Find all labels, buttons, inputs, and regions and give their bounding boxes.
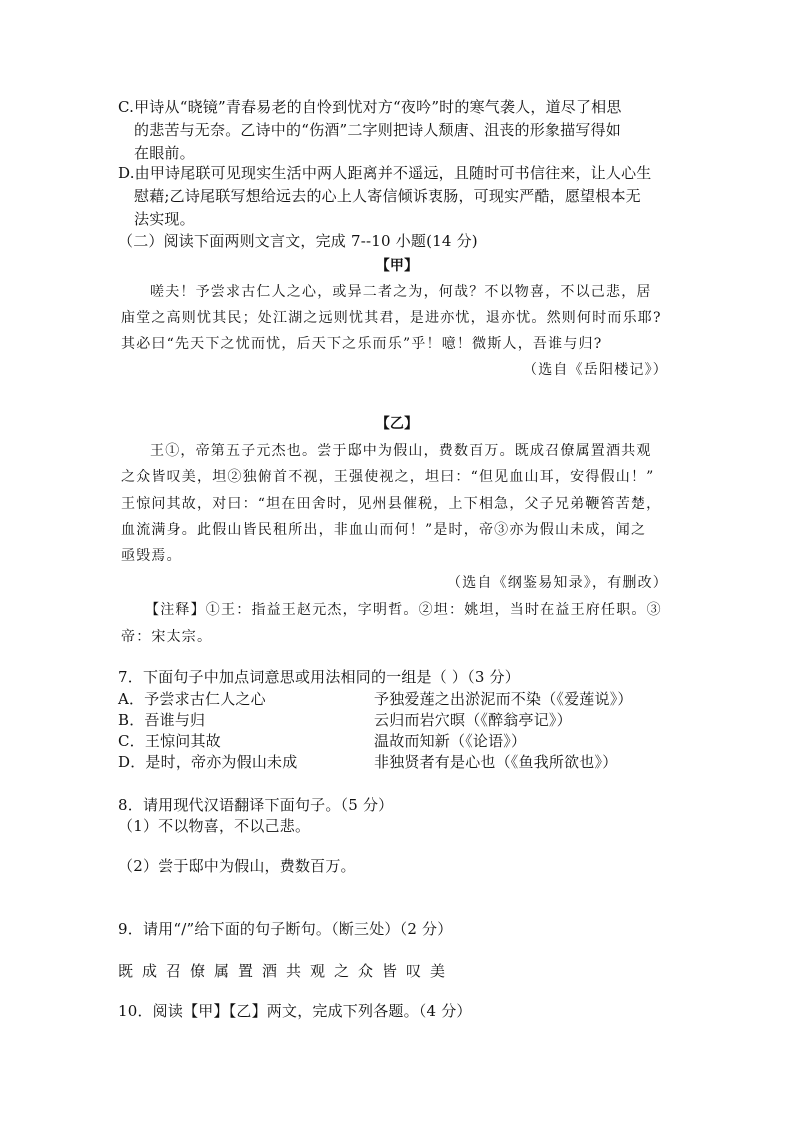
passage-jia-source: （选自《岳阳楼记》） — [523, 362, 668, 378]
q7-row-b-right: 云归而岩穴暝（《醉翁亭记》） — [374, 711, 572, 729]
passage-jia-line-3: 其必曰“先天下之忧而忧，后天下之乐而乐”乎！噫！微斯人，吾谁与归? — [121, 336, 603, 352]
passage-yi-line-4: 血流满身。此假山皆民租所出，非血山而何！”是时，帝③亦为假山未成，闻之 — [121, 522, 647, 538]
passage-yi-line-1: 王①，帝第五子元杰也。尝于邸中为假山，费数百万。既成召僚属置酒共观 — [150, 443, 652, 459]
option-c-line-1: C.甲诗从“晓镜”青春易老的自怜到忧对方“夜吟”时的寒气袭人，道尽了相思 — [118, 98, 622, 116]
q9-sentence: 既成召僚属置酒共观之众皆叹美 — [118, 962, 455, 980]
passage-yi-line-5: 亟毁焉。 — [121, 548, 182, 564]
passage-jia-mark: 【甲】 — [375, 258, 419, 274]
option-d-line-3: 法实现。 — [134, 210, 195, 228]
q7-row-d-right: 非独贤者有是心也（《鱼我所欲也》） — [374, 753, 618, 771]
question-10-stem: 10．阅读【甲】【乙】两文，完成下列各题。（4 分） — [118, 1002, 472, 1020]
q7-row-c-right: 温故而知新（《论语》） — [374, 732, 527, 750]
notes-line-2: 帝：宋太宗。 — [121, 629, 213, 645]
question-7-stem: 7．下面句子中加点词意思或用法相同的一组是（ ）（3 分） — [118, 668, 520, 686]
passage-yi-source: （选自《纲鉴易知录》，有删改） — [447, 575, 668, 591]
passage-yi-line-3: 王惊问其故，对曰：“坦在田舍时，见州县催税，上下相急，父子兄弟鞭笞苦楚， — [121, 496, 662, 512]
q7-row-d-left: D．是时，帝亦为假山未成 — [118, 753, 298, 771]
q7-row-a-right: 予独爱莲之出淤泥而不染（《爱莲说》） — [374, 690, 633, 708]
q8-item-1: （1）不以物喜，不以己悲。 — [118, 817, 311, 835]
passage-jia-line-2: 庙堂之高则忧其民；处江湖之远则忧其君，是进亦忧，退亦忧。然则何时而乐耶? — [121, 310, 662, 326]
passage-yi-line-2: 之众皆叹美，坦②独俯首不视，王强使视之，坦曰：“但见血山耳，安得假山！” — [121, 469, 655, 485]
q7-row-b-left: B．吾谁与归 — [118, 711, 206, 729]
q7-row-a-left: A．予尝求古仁人之心 — [118, 690, 266, 708]
option-c-line-3: 在眼前。 — [134, 144, 195, 162]
option-d-line-1: D.由甲诗尾联可见现实生活中两人距离并不遥远，且随时可书信往来，让人心生 — [118, 164, 652, 182]
question-9-stem: 9．请用“/”给下面的句子断句。（断三处）（2 分） — [118, 920, 453, 938]
q8-item-2: （2）尝于邸中为假山，费数百万。 — [118, 857, 356, 875]
q7-row-c-left: C．王惊问其故 — [118, 732, 221, 750]
passage-jia-line-1: 嗟夫！予尝求古仁人之心，或异二者之为，何哉？不以物喜，不以己悲，居 — [150, 284, 652, 300]
notes-line-1: 【注释】①王：指益王赵元杰，字明哲。②坦：姚坦，当时在益王府任职。③ — [145, 602, 662, 618]
question-8-stem: 8．请用现代汉语翻译下面句子。（5 分） — [118, 796, 394, 814]
option-c-line-2: 的悲苦与无奈。乙诗中的“伤酒”二字则把诗人颓唐、沮丧的形象描写得如 — [134, 121, 621, 139]
section-heading: （二）阅读下面两则文言文，完成 7--10 小题(14 分) — [118, 232, 478, 250]
option-d-line-2: 慰藉;乙诗尾联写想给远去的心上人寄信倾诉衷肠，可现实严酷，愿望根本无 — [134, 187, 641, 205]
passage-yi-mark: 【乙】 — [375, 416, 419, 432]
